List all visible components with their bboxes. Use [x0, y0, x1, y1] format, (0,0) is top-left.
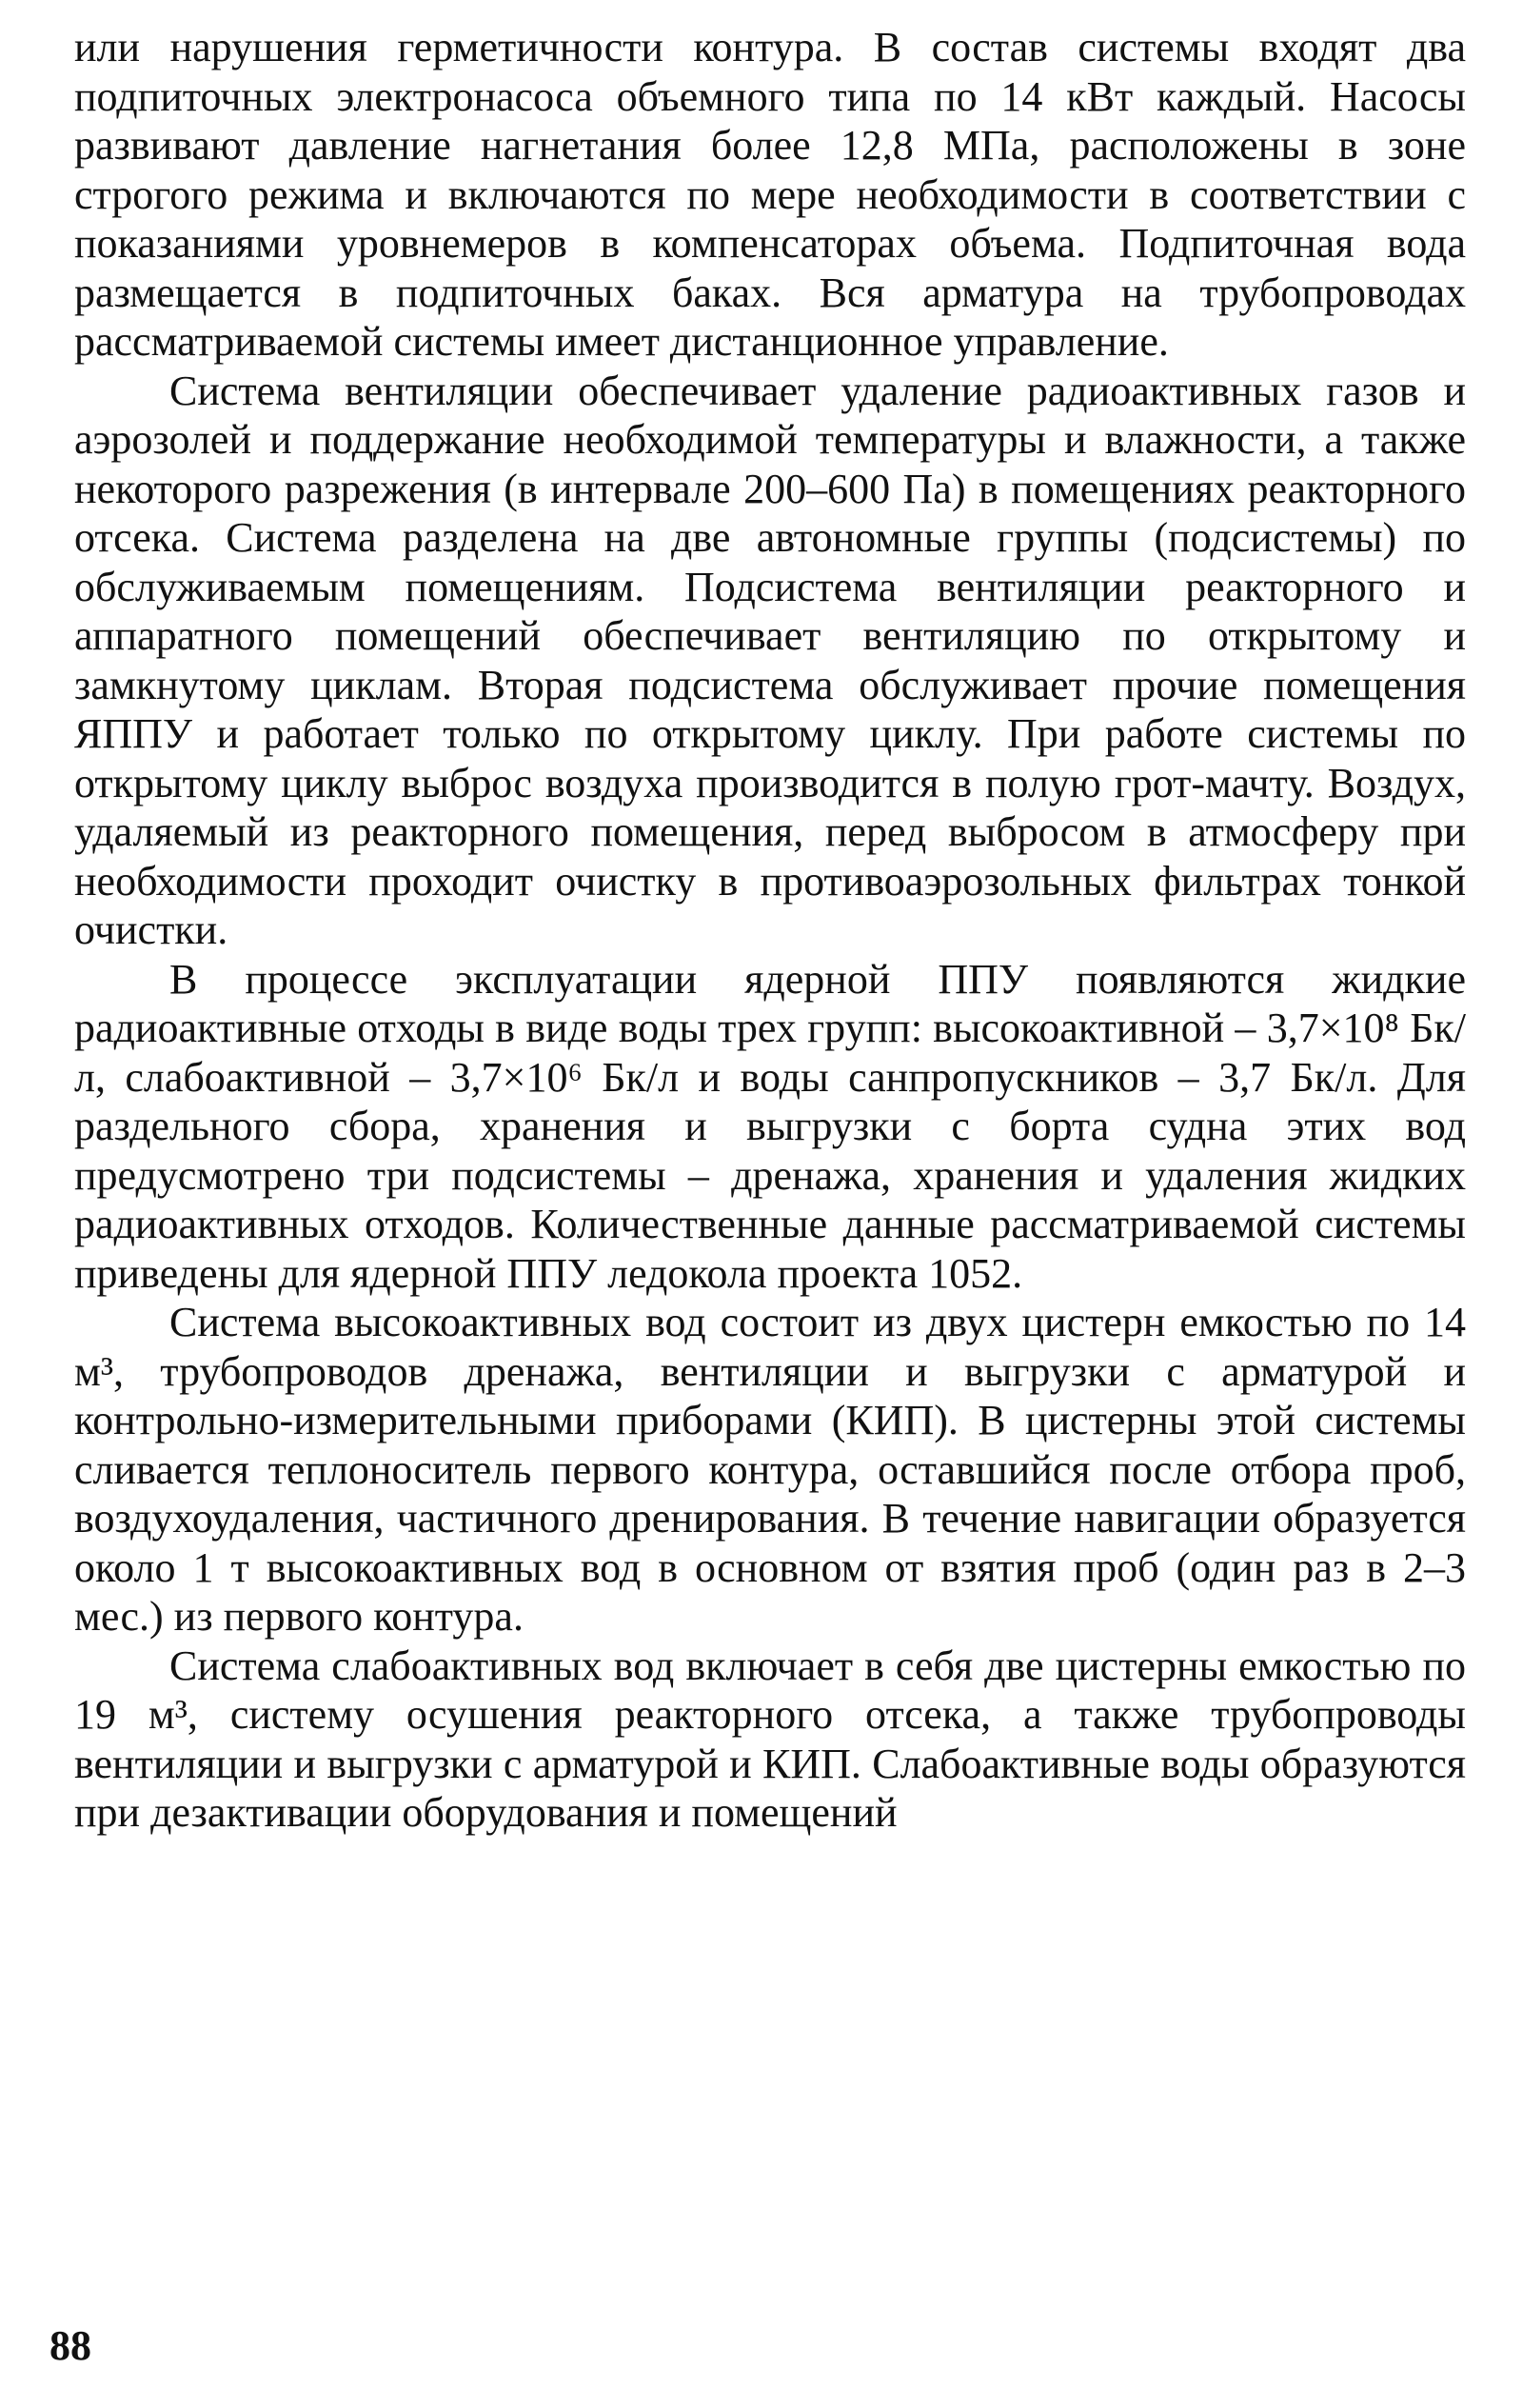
- paragraph-1: или нарушения герметичности контура. В состав системы входят два подпиточных электронасоса объемного типа по 14 кВт каждый. Насосы развивают давление нагнетания более 12,8 МПа, расположены в зоне строгого режима и включаются по мере необходимости в соответствии с показаниями уровнемеров в компенсаторах объема. Подпиточная вода размещается в подпиточных баках. Вся арматура на трубопроводах рассматриваемой системы имеет дистанционное управление.: [74, 24, 1466, 365]
- paragraph-5: Система слабоактивных вод включает в себя две цистерны емкостью по 19 м³, систему осушения реакторного отсека, а также трубопроводы вентиляции и выгрузки с арматурой и КИП. Слабоактивные воды образуются при дезактивации оборудования и помещений: [74, 1642, 1466, 1836]
- paragraph-4: Система высокоактивных вод состоит из двух цистерн емкостью по 14 м³, трубопроводов дренажа, вентиляции и выгрузки с арматурой и контрольно-измерительными приборами (КИП). В цистерны этой системы сливается теплоноситель первого контура, оставшийся после отбора проб, воздухоудаления, частичного дренирования. В течение навигации образуется около 1 т высокоактивных вод в основном от взятия проб (один раз в 2–3 мес.) из первого контура.: [74, 1299, 1466, 1640]
- page-number: 88: [49, 2322, 91, 2369]
- body-text: [74, 23, 1466, 1838]
- paragraph-3: В процессе эксплуатации ядерной ППУ появляются жидкие радиоактивные отходы в виде воды трех групп: высокоактивной – 3,7×10⁸ Бк/л, слабоактивной – 3,7×10⁶ Бк/л и воды санпропускников – 3,7 Бк/л. Для раздельного сбора, хранения и выгрузки с борта судна этих вод предусмотрено три подсистемы – дренажа, хранения и удаления жидких радиоактивных отходов. Количественные данные рассматриваемой системы приведены для ядерной ППУ ледокола проекта 1052.: [74, 955, 1466, 1297]
- paragraph-2: Система вентиляции обеспечивает удаление радиоактивных газов и аэрозолей и поддержание необходимой температуры и влажности, а также некоторого разрежения (в интервале 200–600 Па) в помещениях реакторного отсека. Система разделена на две автономные группы (подсистемы) по обслуживаемым помещениям. Подсистема вентиляции реакторного и аппаратного помещений обеспечивает вентиляцию по открытому и замкнутому циклам. Вторая подсистема обслуживает прочие помещения ЯППУ и работает только по открытому циклу. При работе системы по открытому циклу выброс воздуха производится в полую грот-мачту. Воздух, удаляемый из реакторного помещения, перед выбросом в атмосферу при необходимости проходит очистку в противоаэрозольных фильтрах тонкой очистки.: [74, 367, 1466, 953]
